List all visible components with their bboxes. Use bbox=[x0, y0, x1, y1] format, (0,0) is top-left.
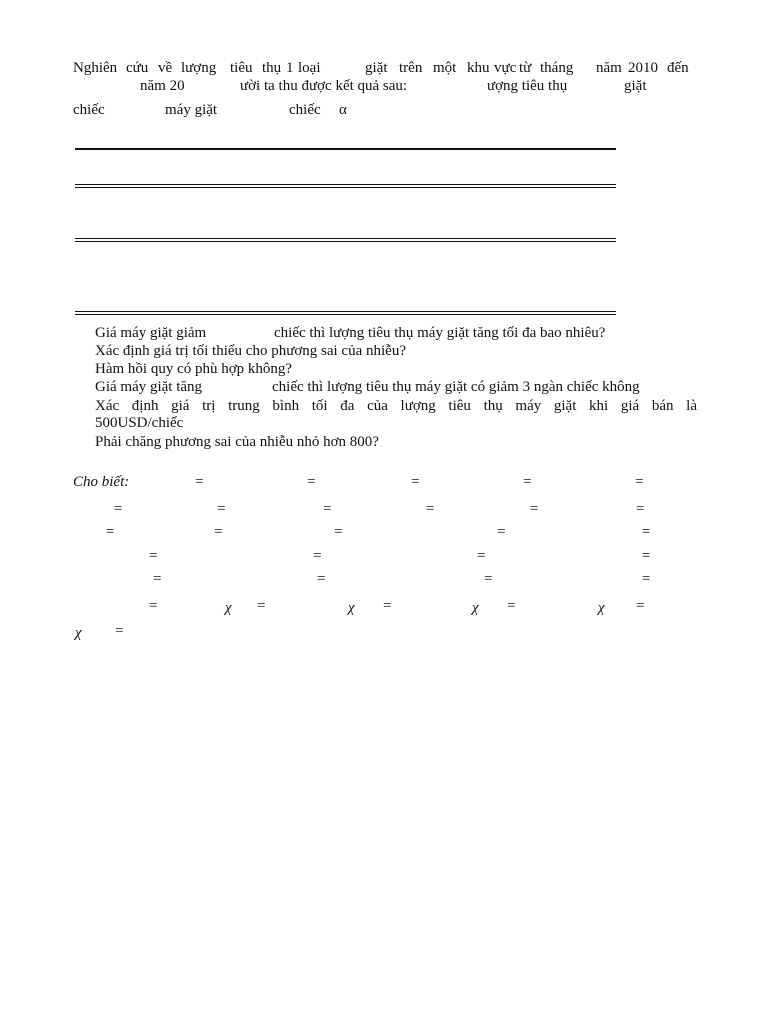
chi-symbol: χ bbox=[225, 600, 232, 616]
question-5-cont: 500USD/chiếc bbox=[95, 415, 184, 431]
intro-word: về bbox=[158, 60, 173, 76]
equals-sign: = bbox=[313, 548, 322, 564]
equals-sign: = bbox=[115, 623, 124, 639]
equals-sign: = bbox=[149, 548, 158, 564]
chi-symbol: χ bbox=[598, 600, 605, 616]
question-4b: chiếc thì lượng tiêu thụ máy giặt có giảm 3 ngàn chiếc không bbox=[272, 379, 640, 395]
intro-fragment: máy giặt bbox=[165, 102, 218, 118]
intro-word: 1 bbox=[286, 60, 294, 76]
intro-fragment: chiếc bbox=[289, 102, 321, 118]
equals-sign: = bbox=[507, 598, 516, 614]
question-5: Xác định giá trị trung bình tối đa của lượng tiêu thụ máy giặt khi giá bán là bbox=[95, 398, 697, 414]
table-double-rule bbox=[75, 238, 616, 239]
intro-fragment: chiếc bbox=[73, 102, 105, 118]
question-4a: Giá máy giặt tăng bbox=[95, 379, 203, 395]
equals-sign: = bbox=[217, 501, 226, 517]
question-1a: Giá máy giặt giảm bbox=[95, 325, 207, 341]
equals-sign: = bbox=[114, 501, 123, 517]
equals-sign: = bbox=[635, 474, 644, 490]
equals-sign: = bbox=[642, 524, 651, 540]
equals-sign: = bbox=[426, 501, 435, 517]
intro-fragment: ượng tiêu thụ bbox=[487, 78, 568, 94]
equals-sign: = bbox=[106, 524, 115, 540]
equals-sign: = bbox=[484, 571, 493, 587]
equals-sign: = bbox=[149, 598, 158, 614]
equals-sign: = bbox=[214, 524, 223, 540]
intro-word: từ bbox=[519, 60, 532, 76]
equals-sign: = bbox=[317, 571, 326, 587]
intro-word: khu bbox=[467, 60, 490, 76]
intro-word: tiêu bbox=[230, 60, 253, 76]
equals-sign: = bbox=[307, 474, 316, 490]
given-label: Cho biết: bbox=[73, 474, 130, 490]
chi-symbol: χ bbox=[75, 625, 82, 641]
intro-word: giặt bbox=[365, 60, 388, 76]
equals-sign: = bbox=[195, 474, 204, 490]
equals-sign: = bbox=[323, 501, 332, 517]
equals-sign: = bbox=[642, 548, 651, 564]
equals-sign: = bbox=[334, 524, 343, 540]
intro-fragment: giặt bbox=[624, 78, 647, 94]
equals-sign: = bbox=[383, 598, 392, 614]
intro-word: một bbox=[433, 60, 457, 76]
intro-fragment: năm 20 bbox=[140, 78, 185, 94]
equals-sign: = bbox=[530, 501, 539, 517]
intro-word: đến bbox=[667, 60, 689, 76]
equals-sign: = bbox=[411, 474, 420, 490]
chi-symbol: χ bbox=[472, 600, 479, 616]
intro-word: 2010 bbox=[628, 60, 658, 76]
equals-sign: = bbox=[523, 474, 532, 490]
equals-sign: = bbox=[497, 524, 506, 540]
equals-sign: = bbox=[477, 548, 486, 564]
equals-sign: = bbox=[257, 598, 266, 614]
equals-sign: = bbox=[636, 501, 645, 517]
table-bottom-double-rule bbox=[75, 311, 616, 312]
table-top-rule bbox=[75, 148, 616, 150]
intro-fragment: ười ta thu được kết quả sau: bbox=[240, 78, 408, 94]
equals-sign: = bbox=[636, 598, 645, 614]
intro-word: Nghiên bbox=[73, 60, 118, 76]
intro-word: trên bbox=[399, 60, 423, 76]
chi-symbol: χ bbox=[348, 600, 355, 616]
intro-word: thụ bbox=[262, 60, 282, 76]
intro-word: năm bbox=[596, 60, 622, 76]
equals-sign: = bbox=[642, 571, 651, 587]
question-6: Phải chăng phương sai của nhiễu nhỏ hơn 800? bbox=[95, 434, 379, 450]
alpha-symbol: α bbox=[339, 102, 347, 118]
equals-sign: = bbox=[153, 571, 162, 587]
intro-word: vực bbox=[494, 60, 517, 76]
question-2: Xác định giá trị tối thiểu cho phương sai của nhiễu? bbox=[95, 343, 406, 359]
intro-word: lượng bbox=[181, 60, 217, 76]
table-double-rule bbox=[75, 184, 616, 185]
intro-word: loại bbox=[298, 60, 321, 76]
intro-word: tháng bbox=[540, 60, 574, 76]
question-1b: chiếc thì lượng tiêu thụ máy giặt tăng tối đa bao nhiêu? bbox=[274, 325, 606, 341]
intro-word: cứu bbox=[126, 60, 149, 76]
question-3: Hàm hồi quy có phù hợp không? bbox=[95, 361, 293, 377]
